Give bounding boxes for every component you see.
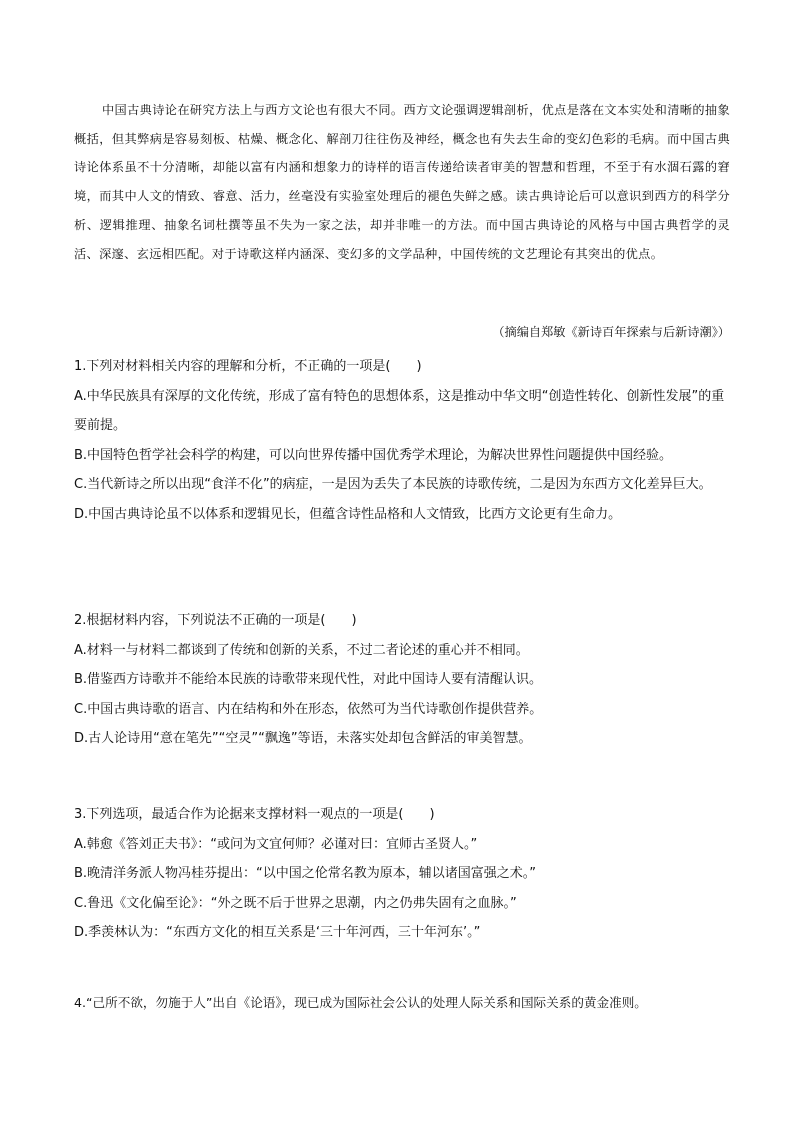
option-a: A.材料一与材料二都谈到了传统和创新的关系，不过二者论述的重心并不相同。: [74, 642, 529, 658]
passage-source: （摘编自郑敏《新诗百年探索与后新诗潮》）: [492, 325, 730, 339]
question-2: [74, 606, 730, 754]
option-c: C.中国古典诗歌的语言、内在结构和外在形态，依然可为当代诗歌创作提供营养。: [74, 701, 543, 717]
question-stem: 1.下列对材料相关内容的理解和分析，不正确的一项是( ): [74, 359, 422, 374]
option-d: D.古人论诗用“意在笔先”“空灵”“飘逸”等语，未落实处却包含鲜活的审美智慧。: [74, 731, 532, 746]
option-d: D.季羡林认为：“东西方文化的相互关系是‘三十年河西，三十年河东’。”: [74, 925, 481, 940]
option-c: C.鲁迅《文化偏至论》：“外之既不后于世界之思潮，内之仍弗失固有之血脉。”: [74, 895, 517, 911]
question-stem: 3.下列选项，最适合作为论据来支撑材料一观点的一项是( ): [74, 807, 435, 822]
question-1: [74, 352, 730, 529]
option-b: B.借鉴西方诗歌并不能给本民族的诗歌带来现代性，对此中国诗人要有清醒认识。: [74, 672, 543, 687]
passage-text: 中国古典诗论在研究方法上与西方文论也有很大不同。西方文论强调逻辑剖析，优点是落在文本实处和清晰的抽象概括，但其弊病是容易刻板、枯燥、概念化、解剖刀往往伤及神经，概念也有失去生命的变幻色彩的毛病。而中国古典诗论体系虽不十分清晰，却能以富有内涵和想象力的诗样的语言传递给读者审美的智慧和哲理，不至于有水涸石露的窘境，而其中人文的情致、睿意、活力，丝毫没有实验室处理后的褪色失鲜之感。读古典诗论后可以意识到西方的科学分析、逻辑推理、抽象名词杜撰等虽不失为一家之法，却并非唯一的方法。而中国古典诗论的风格与中国古典哲学的灵活、深邃、玄远相匹配。对于诗歌这样内涵深、变幻多的文学品种，中国传统的文艺理论有其突出的优点。: [74, 103, 730, 261]
question-4: [74, 988, 774, 1018]
option-a: A.中华民族具有深厚的文化传统，形成了富有特色的思想体系，这是推动中华文明“创造性转化、创新性发展”的重要前提。: [74, 388, 725, 433]
option-a: A.韩愈《答刘正夫书》：“或问为文宜何师？必谨对曰：宜师古圣贤人。”: [74, 836, 478, 852]
question-stem: 4.“己所不欲，勿施于人”出自《论语》，现已成为国际社会公认的处理人际关系和国际关系的黄金准则。: [74, 995, 647, 1010]
option-b: B.中国特色哲学社会科学的构建，可以向世界传播中国优秀学术理论，为解决世界性问题提供中国经验。: [74, 447, 673, 463]
option-b: B.晚清洋务派人物冯桂芬提出：“以中国之伦常名教为原本，辅以诸国富强之术。”: [74, 866, 537, 881]
option-d: D.中国古典诗论虽不以体系和逻辑见长，但蕴含诗性品格和人文情致，比西方文论更有生命力。: [74, 506, 622, 522]
option-c: C.当代新诗之所以出现“食洋不化”的病症，一是因为丢失了本民族的诗歌传统，二是因为东西方文化差异巨大。: [74, 477, 712, 492]
question-3: [74, 800, 730, 948]
question-stem: 2.根据材料内容，下列说法不正确的一项是( ): [74, 613, 357, 628]
